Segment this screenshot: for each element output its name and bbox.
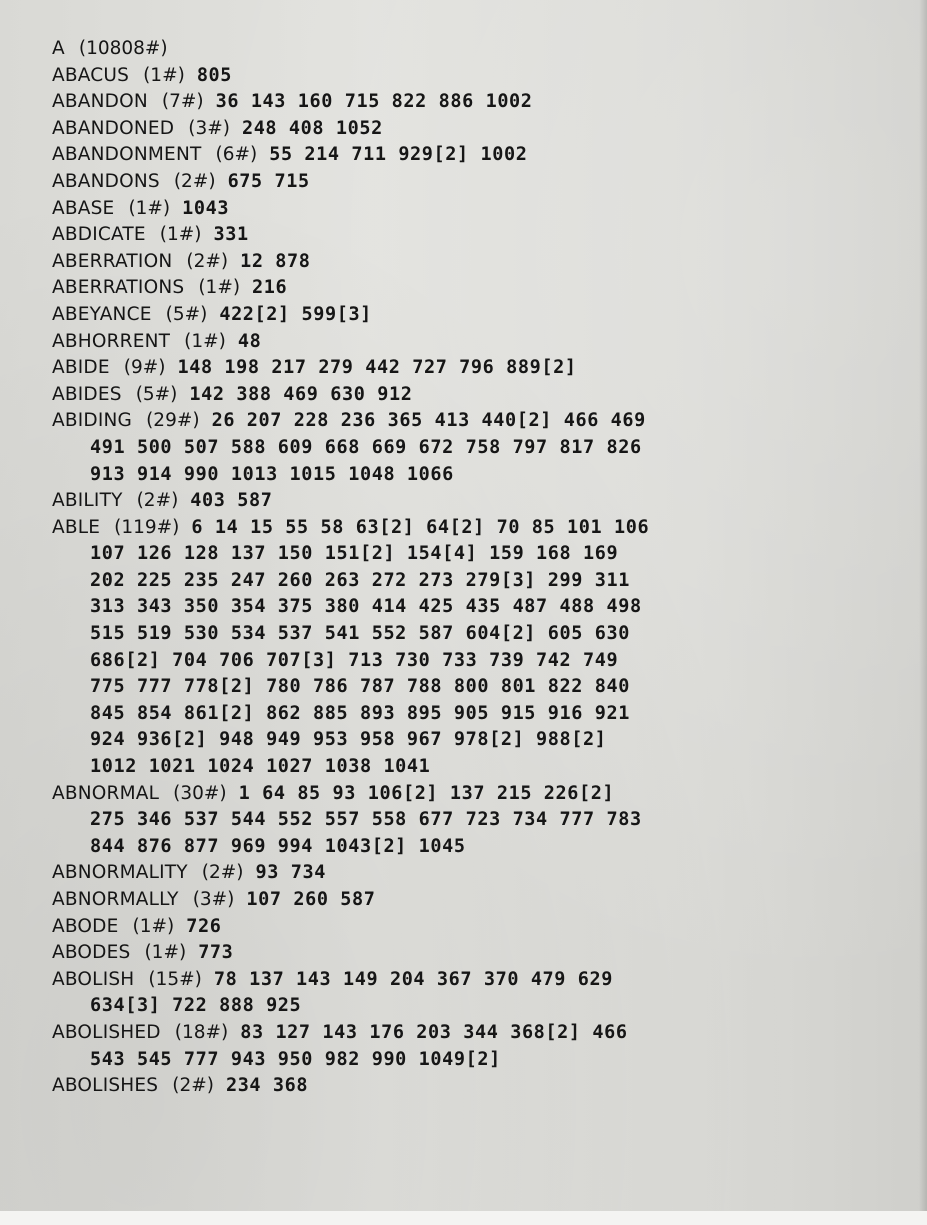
index-entry [52, 940, 912, 967]
entry-term: ABILITY [52, 490, 123, 512]
entry-continuation-line [52, 648, 912, 675]
entry-line [52, 275, 912, 302]
entry-continuation-line [52, 701, 912, 728]
entry-page-refs: 913 914 990 1013 1015 1048 1066 [90, 463, 454, 485]
entry-page-refs: 515 519 530 534 537 541 552 587 604[2] 605 630 [90, 623, 630, 645]
entry-term: ABNORMAL [52, 782, 160, 804]
entry-term: ABIDE [52, 357, 110, 379]
entry-line [52, 222, 912, 249]
entry-term: ABANDON [52, 91, 148, 113]
index-entry [52, 914, 912, 941]
entry-count: (15#) [148, 968, 202, 990]
entry-line [52, 89, 912, 116]
entry-term: ABIDES [52, 383, 122, 405]
entry-term: ABOLISHES [52, 1075, 159, 1097]
entry-count: (2#) [136, 490, 179, 512]
entry-line [52, 36, 912, 63]
entry-continuation-line [52, 674, 912, 701]
entry-count: (2#) [186, 250, 229, 272]
entry-line [52, 1020, 912, 1047]
entry-line [52, 302, 912, 329]
entry-continuation-line [52, 435, 912, 462]
entry-page-refs: 216 [252, 277, 288, 299]
entry-page-refs: 1043 [182, 197, 230, 219]
entry-count: (1#) [184, 330, 226, 352]
entry-line [52, 63, 912, 90]
index-entry [52, 329, 912, 356]
entry-page-refs: 805 [196, 64, 233, 86]
entry-line [52, 169, 912, 196]
entry-count: (5#) [165, 303, 208, 325]
entry-page-refs: 543 545 777 943 950 982 990 1049[2] [90, 1048, 501, 1070]
entry-line [52, 781, 912, 808]
entry-count: (18#) [174, 1021, 229, 1043]
entry-line [52, 940, 912, 967]
entry-page-refs: 248 408 1052 [241, 117, 383, 139]
entry-term: ABLE [52, 516, 101, 538]
entry-term: ABHORRENT [52, 330, 171, 352]
entry-page-refs: 634[3] 722 888 925 [90, 995, 302, 1017]
entry-term: ABACUS [52, 64, 130, 86]
entry-page-refs: 422[2] 599[3] [219, 303, 372, 325]
index-entry [52, 63, 912, 90]
entry-count: (119#) [114, 516, 180, 538]
entry-page-refs: 491 500 507 588 609 668 669 672 758 797 817 826 [90, 436, 642, 458]
entry-continuation-line [52, 993, 912, 1020]
entry-page-refs: 55 214 711 929[2] 1002 [269, 144, 528, 166]
index-entry [52, 196, 912, 223]
entry-count: (3#) [188, 117, 230, 139]
entry-term: ABNORMALITY [52, 862, 188, 884]
index-entry [52, 860, 912, 887]
entry-term: ABOLISHED [52, 1021, 161, 1043]
index-entry [52, 887, 912, 914]
entry-count: (1#) [128, 197, 171, 219]
entry-term: ABODES [52, 942, 131, 964]
entry-count: (2#) [173, 170, 216, 192]
entry-page-refs: 36 143 160 715 822 886 1002 [215, 91, 533, 113]
concordance-index [52, 36, 912, 1100]
entry-page-refs: 107 126 128 137 150 151[2] 154[4] 159 168 169 [90, 543, 619, 565]
entry-page-refs: 924 936[2] 948 949 953 958 967 978[2] 988[2] [90, 729, 607, 751]
entry-count: (2#) [201, 862, 244, 884]
index-entry [52, 142, 912, 169]
index-entry [52, 169, 912, 196]
entry-page-refs: 78 137 143 149 204 367 370 479 629 [213, 968, 613, 990]
index-entry [52, 408, 912, 488]
index-entry [52, 275, 912, 302]
entry-count: (3#) [192, 889, 235, 910]
entry-continuation-line [52, 621, 912, 648]
entry-page-refs: 773 [198, 942, 234, 964]
entry-count: (1#) [132, 915, 175, 937]
entry-page-refs: 48 [237, 330, 262, 352]
entry-count: (1#) [143, 64, 185, 86]
entry-page-refs: 1012 1021 1024 1027 1038 1041 [90, 756, 431, 778]
entry-continuation-line [52, 807, 912, 834]
entry-continuation-line [52, 834, 912, 861]
entry-count: (30#) [173, 782, 227, 804]
entry-page-refs: 234 368 [225, 1075, 309, 1097]
entry-continuation-line [52, 754, 912, 781]
entry-page-refs: 403 587 [190, 490, 273, 512]
entry-page-refs: 275 346 537 544 552 557 558 677 723 734 777 783 [90, 809, 642, 831]
entry-line [52, 249, 912, 276]
entry-page-refs: 107 260 587 [246, 889, 376, 910]
entry-line [52, 142, 912, 169]
entry-term: ABEYANCE [52, 303, 152, 325]
entry-line [52, 967, 912, 994]
entry-line [52, 355, 912, 382]
entry-page-refs: 844 876 877 969 994 1043[2] 1045 [90, 835, 466, 857]
entry-continuation-line [52, 1047, 912, 1074]
entry-count: (10808#) [78, 38, 168, 59]
entry-page-refs: 26 207 228 236 365 413 440[2] 466 469 [211, 410, 646, 432]
index-entry [52, 302, 912, 329]
entry-term: ABNORMALLY [52, 889, 179, 910]
entry-term: ABDICATE [52, 224, 146, 246]
entry-count: (2#) [172, 1075, 214, 1097]
entry-line [52, 488, 912, 515]
index-entry [52, 515, 912, 781]
page-edge-shadow [919, 0, 927, 1225]
entry-page-refs: 775 777 778[2] 780 786 787 788 800 801 822 840 [90, 676, 630, 698]
entry-line [52, 914, 912, 941]
entry-count: (1#) [159, 224, 202, 246]
page-bottom-margin [0, 1211, 927, 1225]
entry-term: ABIDING [52, 410, 133, 432]
entry-term: ABODE [52, 915, 119, 937]
entry-page-refs: 83 127 143 176 203 344 368[2] 466 [240, 1021, 628, 1043]
entry-line [52, 116, 912, 143]
entry-term: ABANDONS [52, 170, 160, 192]
entry-line [52, 860, 912, 887]
entry-term: A [52, 38, 65, 59]
entry-page-refs: 6 14 15 55 58 63[2] 64[2] 70 85 101 106 [191, 516, 650, 538]
entry-continuation-line [52, 462, 912, 489]
entry-page-refs: 12 878 [240, 250, 311, 272]
entry-count: (9#) [123, 357, 166, 379]
entry-page-refs: 845 854 861[2] 862 885 893 895 905 915 916 921 [90, 702, 630, 724]
index-entry [52, 1073, 912, 1100]
entry-continuation-line [52, 568, 912, 595]
entry-line [52, 1073, 912, 1100]
entry-continuation-line [52, 594, 912, 621]
index-entry [52, 967, 912, 1020]
entry-count: (5#) [135, 383, 178, 405]
entry-count: (1#) [198, 277, 241, 299]
index-entry [52, 89, 912, 116]
entry-count: (7#) [161, 91, 204, 113]
entry-term: ABANDONED [52, 117, 175, 139]
entry-page-refs: 202 225 235 247 260 263 272 273 279[3] 299 311 [90, 569, 630, 591]
entry-term: ABERRATION [52, 250, 173, 272]
entry-page-refs: 148 198 217 279 442 727 796 889[2] [177, 357, 577, 379]
entry-line [52, 887, 912, 914]
index-entry [52, 781, 912, 861]
entry-page-refs: 686[2] 704 706 707[3] 713 730 733 739 742 749 [90, 649, 619, 671]
entry-page-refs: 142 388 469 630 912 [189, 383, 413, 405]
entry-count: (6#) [215, 144, 258, 166]
index-entry [52, 382, 912, 409]
index-entry [52, 116, 912, 143]
entry-term: ABERRATIONS [52, 277, 185, 299]
entry-continuation-line [52, 727, 912, 754]
entry-line [52, 382, 912, 409]
entry-count: (1#) [144, 942, 187, 964]
entry-page-refs: 331 [213, 224, 249, 246]
entry-line [52, 196, 912, 223]
entry-line [52, 329, 912, 356]
entry-term: ABOLISH [52, 968, 135, 990]
entry-page-refs: 1 64 85 93 106[2] 137 215 226[2] [238, 782, 615, 804]
entry-term: ABANDONMENT [52, 144, 202, 166]
index-entry [52, 355, 912, 382]
index-entry [52, 249, 912, 276]
entry-page-refs: 313 343 350 354 375 380 414 425 435 487 488 498 [90, 596, 642, 618]
entry-page-refs: 675 715 [227, 170, 310, 192]
entry-continuation-line [52, 541, 912, 568]
entry-page-refs: 726 [186, 915, 222, 937]
index-entry [52, 488, 912, 515]
index-entry [52, 36, 912, 63]
index-entry [52, 222, 912, 249]
index-entry [52, 1020, 912, 1073]
entry-term: ABASE [52, 197, 115, 219]
entry-line [52, 408, 912, 435]
entry-count: (29#) [146, 410, 200, 432]
entry-line [52, 515, 912, 542]
entry-page-refs: 93 734 [255, 862, 326, 884]
